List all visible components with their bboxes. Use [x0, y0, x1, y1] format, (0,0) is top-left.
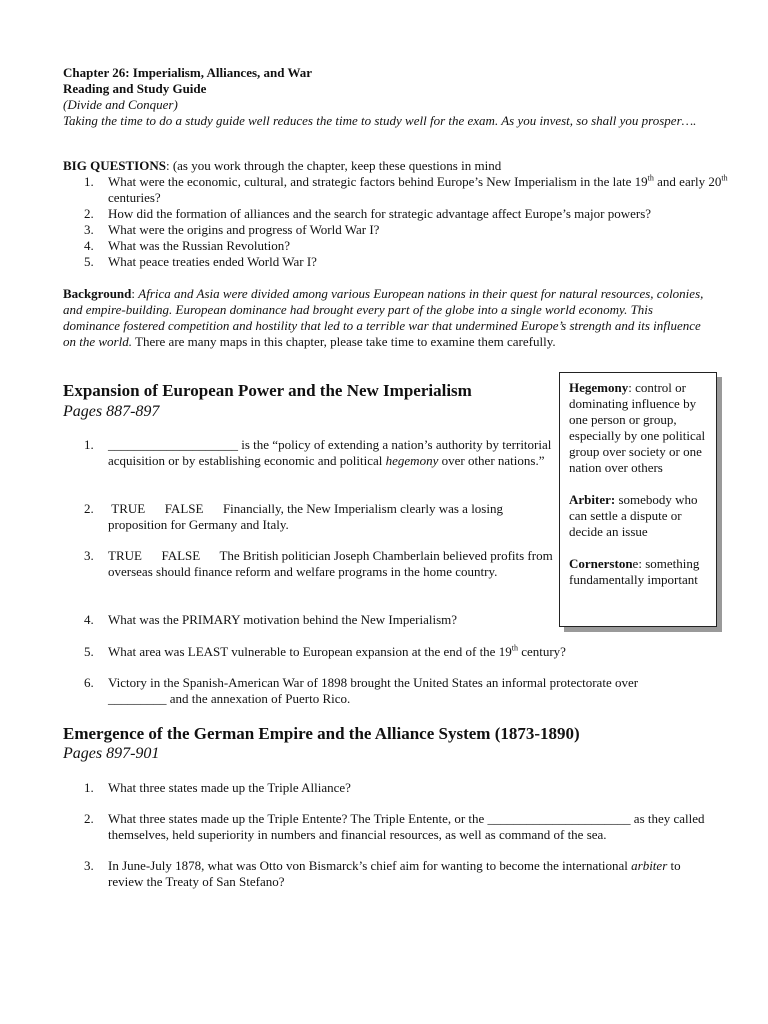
- background-label: Background: [63, 286, 132, 301]
- big-questions-label: BIG QUESTIONS: [63, 158, 166, 173]
- section1-pages: Pages 887-897: [63, 403, 160, 420]
- vocabulary-box: [559, 372, 717, 627]
- vocab-hegemony: Hegemony: control or dominating influence by one person or group, especially by one political group over society or one nation over others: [569, 380, 706, 475]
- big-questions-list: [63, 174, 733, 270]
- list-item: 5. What peace treaties ended World War I?: [84, 254, 317, 269]
- background-plain: There are many maps in this chapter, please take time to examine them carefully.: [131, 334, 556, 349]
- background-italic: Africa and Asia were divided among various European nations in their quest for natural resources, colonies, and empire-building. European dominance had brought every part of the globe into a single world economy. This dominance fostered competition and hostility that led to a terrible war that undermined Europe’s strength and its influence on the world.: [63, 286, 704, 349]
- section2-q1: 1. What three states made up the Triple Alliance?: [84, 780, 351, 795]
- list-item: 1. What were the economic, cultural, and strategic factors behind Europe’s New Imperialism in the late 19th and early 20th centuries?: [84, 173, 728, 205]
- big-questions-intro: : (as you work through the chapter, keep these questions in mind: [165, 158, 502, 173]
- section1-q4: 4. What was the PRIMARY motivation behind the New Imperialism?: [84, 612, 458, 627]
- background-paragraph: Background: Africa and Asia were divided among various European nations in their quest for natural resources, colonies, and empire-building. European dominance had brought every part of the globe into a single world economy. This dominance fostered competition and hostility that led to a terrible war that undermined Europe’s strength and its influence on the world. There are many maps in this chapter, please take time to examine them carefully.: [63, 286, 704, 349]
- big-questions-heading: [63, 158, 733, 174]
- section2-q3: 3. In June-July 1878, what was Otto von Bismarck’s chief aim for wanting to become the international arbiter to review the Treaty of San Stefano?: [84, 858, 681, 889]
- document-header: [63, 65, 723, 129]
- chapter-title: Chapter 26: Imperialism, Alliances, and War: [63, 65, 313, 80]
- section1-q6: 6. Victory in the Spanish-American War of 1898 brought the United States an informal protectorate over _________ and the annexation of Puerto Rico.: [84, 675, 639, 706]
- vocab-arbiter: Arbiter: somebody who can settle a dispute or decide an issue: [569, 492, 698, 539]
- list-item: 4. What was the Russian Revolution?: [84, 238, 290, 253]
- list-item: 3. What were the origins and progress of World War I?: [84, 222, 380, 237]
- motto: Taking the time to do a study guide well reduces the time to study well for the exam. As you invest, so shall you prosper….: [63, 113, 697, 128]
- big-questions: [63, 158, 733, 270]
- vocab-cornerstone: Cornerstone: something fundamentally important: [569, 556, 700, 587]
- section1-q5: 5. What area was LEAST vulnerable to European expansion at the end of the 19th century?: [84, 643, 566, 659]
- section1-q3: 3. TRUE FALSE The British politician Joseph Chamberlain believed profits from overseas should finance reform and welfare programs in the home country.: [84, 548, 556, 579]
- section2-pages: Pages 897-901: [63, 745, 160, 762]
- section2-title: Emergence of the German Empire and the Alliance System (1873-1890): [63, 724, 580, 743]
- section2-q2: 2. What three states made up the Triple Entente? The Triple Entente, or the ______________________ as they called themselves, held superiority in numbers and financial resources, as well as command of the sea.: [84, 811, 705, 842]
- section1-q1: 1. ____________________ is the “policy of extending a nation’s authority by territorial acquisition or by establishing economic and political hegemony over other nations.”: [84, 437, 552, 468]
- section1-q2: 2. TRUE FALSE Financially, the New Imperialism clearly was a losing proposition for Germany and Italy.: [84, 501, 507, 532]
- section1-title: Expansion of European Power and the New Imperialism: [63, 381, 472, 400]
- divide-conquer-tag: (Divide and Conquer): [63, 97, 178, 112]
- list-item: 2. How did the formation of alliances and the search for strategic advantage affect Europe’s major powers?: [84, 206, 652, 221]
- guide-subtitle: Reading and Study Guide: [63, 81, 207, 96]
